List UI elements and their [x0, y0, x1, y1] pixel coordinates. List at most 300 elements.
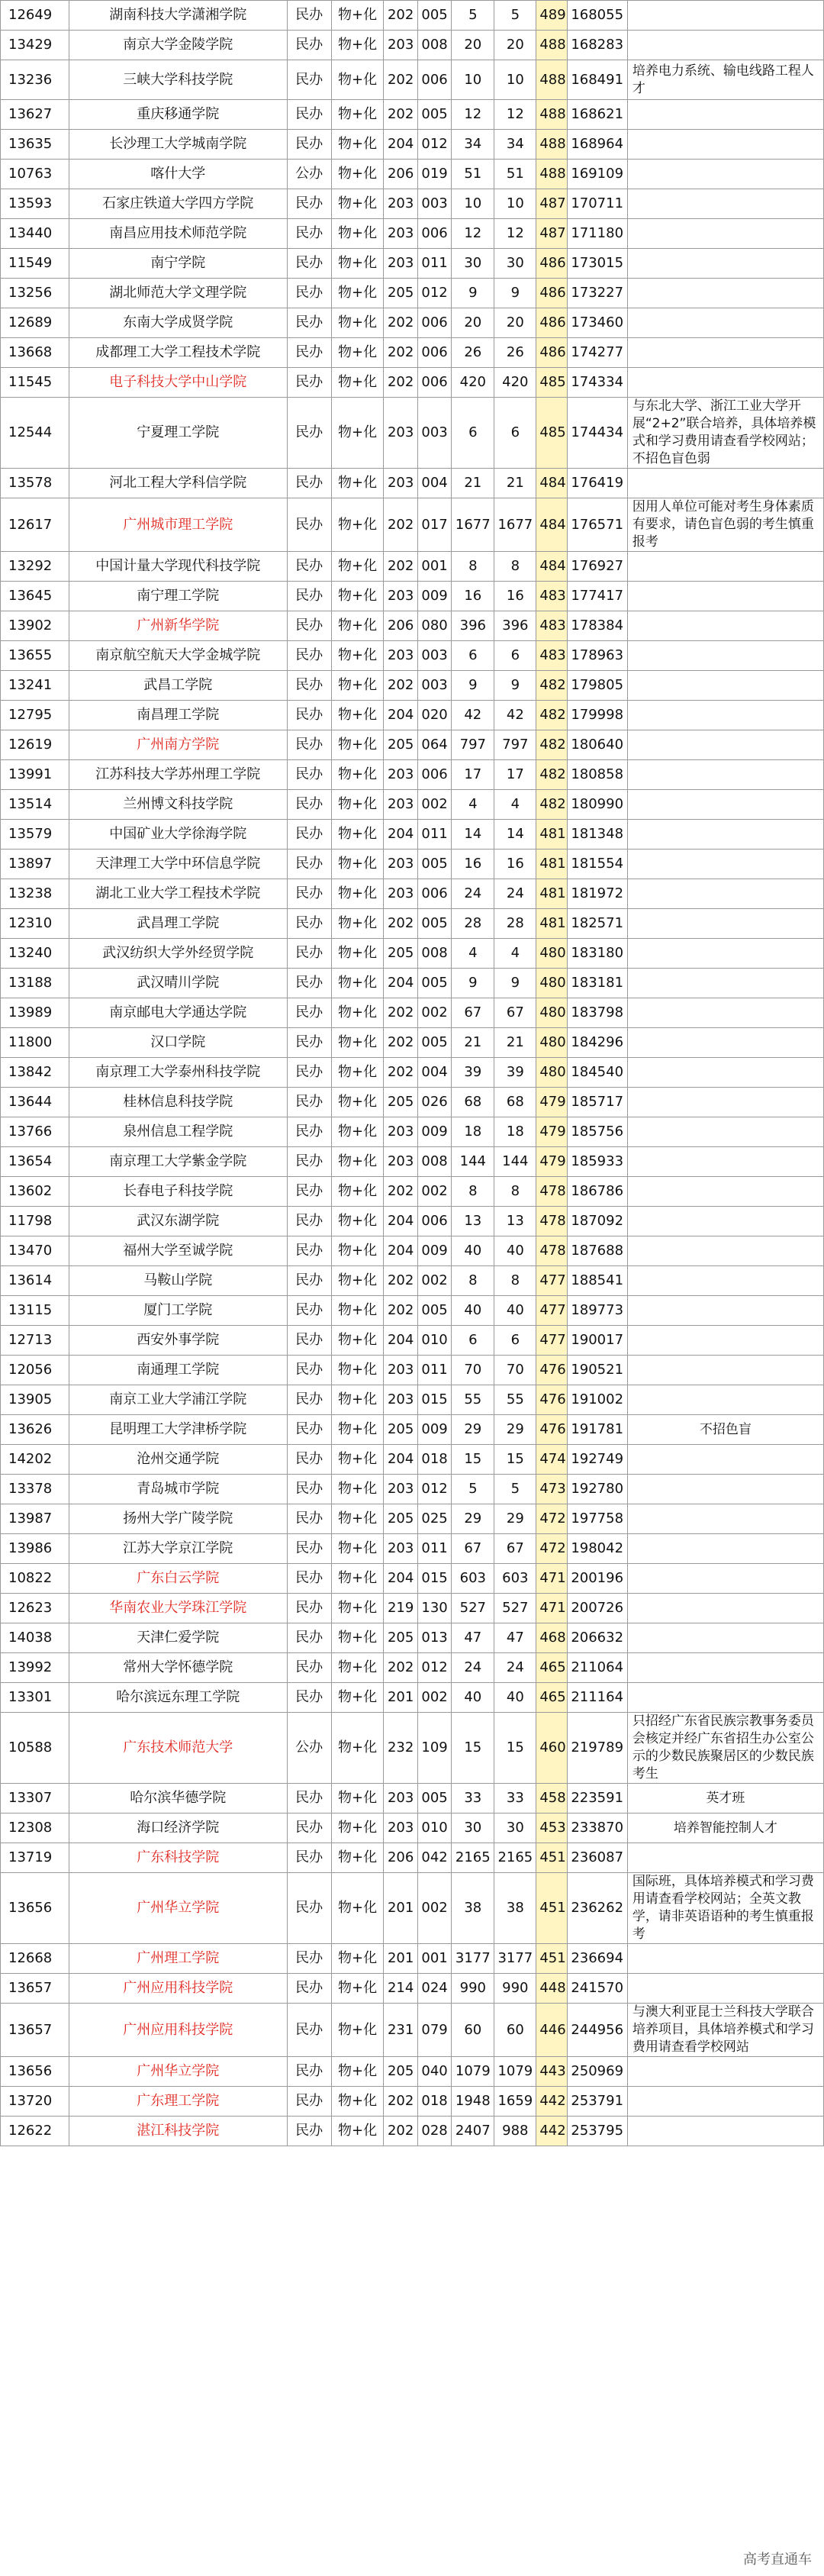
remark [627, 1356, 823, 1385]
min-rank: 183181 [567, 969, 627, 998]
major-code: 024 [417, 1974, 451, 2004]
plan-count: 42 [452, 701, 494, 730]
school-name: 沧州交通学院 [69, 1445, 287, 1475]
subject-requirement: 物+化 [331, 1177, 384, 1207]
major-code: 019 [417, 160, 451, 189]
remark [627, 1058, 823, 1088]
group-code: 202 [384, 552, 417, 582]
min-rank: 168621 [567, 100, 627, 130]
min-rank: 197758 [567, 1504, 627, 1534]
min-rank: 179805 [567, 671, 627, 701]
table-row [1, 2117, 824, 2146]
table-row [1, 701, 824, 730]
subject-requirement: 物+化 [331, 1475, 384, 1504]
min-rank: 250969 [567, 2057, 627, 2087]
group-code: 202 [384, 1653, 417, 1683]
min-score: 484 [536, 469, 567, 498]
min-score: 465 [536, 1683, 567, 1713]
major-code: 003 [417, 398, 451, 469]
remark [627, 641, 823, 671]
school-type: 民办 [287, 130, 331, 160]
school-code: 13986 [1, 1534, 69, 1564]
plan-count: 6 [452, 398, 494, 469]
school-name: 天津仁爱学院 [69, 1623, 287, 1653]
school-type: 民办 [287, 820, 331, 850]
subject-requirement: 物+化 [331, 2087, 384, 2117]
major-code: 079 [417, 2004, 451, 2057]
group-code: 202 [384, 100, 417, 130]
school-name: 广州理工学院 [69, 1944, 287, 1974]
min-score: 482 [536, 760, 567, 790]
admit-count: 24 [494, 1653, 536, 1683]
table-body [1, 1, 824, 2146]
min-score: 478 [536, 1207, 567, 1236]
table-row [1, 308, 824, 338]
subject-requirement: 物+化 [331, 1843, 384, 1873]
group-code: 204 [384, 1326, 417, 1356]
admit-count: 9 [494, 969, 536, 998]
school-type: 民办 [287, 969, 331, 998]
plan-count: 16 [452, 582, 494, 611]
subject-requirement: 物+化 [331, 790, 384, 820]
admit-count: 18 [494, 1117, 536, 1147]
group-code: 202 [384, 368, 417, 398]
plan-count: 51 [452, 160, 494, 189]
remark [627, 1177, 823, 1207]
subject-requirement: 物+化 [331, 998, 384, 1028]
plan-count: 20 [452, 308, 494, 338]
major-code: 009 [417, 1415, 451, 1445]
remark: 不招色盲 [627, 1415, 823, 1445]
group-code: 204 [384, 701, 417, 730]
plan-count: 990 [452, 1974, 494, 2004]
admit-count: 527 [494, 1594, 536, 1623]
school-code: 13307 [1, 1784, 69, 1814]
school-name: 厦门工学院 [69, 1296, 287, 1326]
major-code: 009 [417, 582, 451, 611]
school-type: 民办 [287, 1356, 331, 1385]
min-score: 485 [536, 398, 567, 469]
major-code: 109 [417, 1713, 451, 1784]
group-code: 203 [384, 469, 417, 498]
group-code: 202 [384, 1177, 417, 1207]
table-row [1, 189, 824, 219]
major-code: 008 [417, 31, 451, 60]
school-code: 13842 [1, 1058, 69, 1088]
table-row [1, 1, 824, 31]
plan-count: 47 [452, 1623, 494, 1653]
school-type: 民办 [287, 498, 331, 552]
school-type: 民办 [287, 909, 331, 939]
school-type: 民办 [287, 1843, 331, 1873]
min-score: 479 [536, 1117, 567, 1147]
school-type: 民办 [287, 219, 331, 249]
school-type: 民办 [287, 1445, 331, 1475]
plan-count: 40 [452, 1296, 494, 1326]
major-code: 006 [417, 1207, 451, 1236]
min-rank: 200726 [567, 1594, 627, 1623]
school-name: 南京邮电大学通达学院 [69, 998, 287, 1028]
admit-count: 990 [494, 1974, 536, 2004]
subject-requirement: 物+化 [331, 1207, 384, 1236]
admit-count: 47 [494, 1623, 536, 1653]
school-name: 汉口学院 [69, 1028, 287, 1058]
school-name: 宁夏理工学院 [69, 398, 287, 469]
admit-count: 15 [494, 1713, 536, 1784]
group-code: 204 [384, 130, 417, 160]
table-row [1, 130, 824, 160]
table-row [1, 1028, 824, 1058]
school-name: 东南大学成贤学院 [69, 308, 287, 338]
group-code: 202 [384, 338, 417, 368]
min-rank: 188541 [567, 1266, 627, 1296]
remark [627, 1843, 823, 1873]
min-rank: 192780 [567, 1475, 627, 1504]
subject-requirement: 物+化 [331, 760, 384, 790]
school-type: 民办 [287, 701, 331, 730]
subject-requirement: 物+化 [331, 1814, 384, 1843]
table-row [1, 60, 824, 100]
group-code: 202 [384, 498, 417, 552]
remark [627, 671, 823, 701]
major-code: 009 [417, 1117, 451, 1147]
min-score: 477 [536, 1326, 567, 1356]
school-name: 华南农业大学珠江学院 [69, 1594, 287, 1623]
school-code: 10763 [1, 160, 69, 189]
school-code: 12617 [1, 498, 69, 552]
school-name: 海口经济学院 [69, 1814, 287, 1843]
plan-count: 15 [452, 1445, 494, 1475]
subject-requirement: 物+化 [331, 552, 384, 582]
admit-count: 42 [494, 701, 536, 730]
subject-requirement: 物+化 [331, 130, 384, 160]
major-code: 009 [417, 1236, 451, 1266]
school-name: 武汉东湖学院 [69, 1207, 287, 1236]
plan-count: 144 [452, 1147, 494, 1177]
admit-count: 6 [494, 1326, 536, 1356]
school-type: 民办 [287, 60, 331, 100]
min-score: 482 [536, 671, 567, 701]
table-row [1, 1445, 824, 1475]
group-code: 205 [384, 1415, 417, 1445]
admit-count: 34 [494, 130, 536, 160]
school-code: 13657 [1, 1974, 69, 2004]
table-row [1, 790, 824, 820]
min-rank: 236087 [567, 1843, 627, 1873]
school-name: 广州应用科技学院 [69, 2004, 287, 2057]
school-code: 13470 [1, 1236, 69, 1266]
plan-count: 9 [452, 671, 494, 701]
plan-count: 396 [452, 611, 494, 641]
subject-requirement: 物+化 [331, 2004, 384, 2057]
school-code: 13188 [1, 969, 69, 998]
remark: 与澳大利亚昆士兰科技大学联合培养项目，具体培养模式和学习费用请查看学校网站 [627, 2004, 823, 2057]
school-code: 12713 [1, 1326, 69, 1356]
min-rank: 173227 [567, 279, 627, 308]
plan-count: 5 [452, 1475, 494, 1504]
school-type: 民办 [287, 1207, 331, 1236]
remark [627, 1207, 823, 1236]
subject-requirement: 物+化 [331, 1415, 384, 1445]
subject-requirement: 物+化 [331, 1504, 384, 1534]
remark [627, 130, 823, 160]
plan-count: 40 [452, 1683, 494, 1713]
min-rank: 191781 [567, 1415, 627, 1445]
min-rank: 185717 [567, 1088, 627, 1117]
remark [627, 850, 823, 879]
subject-requirement: 物+化 [331, 909, 384, 939]
school-type: 民办 [287, 1653, 331, 1683]
school-name: 江苏大学京江学院 [69, 1534, 287, 1564]
school-type: 民办 [287, 308, 331, 338]
admit-count: 12 [494, 100, 536, 130]
plan-count: 12 [452, 219, 494, 249]
school-type: 民办 [287, 249, 331, 279]
school-type: 民办 [287, 2004, 331, 2057]
group-code: 203 [384, 249, 417, 279]
table-row [1, 641, 824, 671]
school-type: 民办 [287, 100, 331, 130]
major-code: 011 [417, 1534, 451, 1564]
table-row [1, 1564, 824, 1594]
school-code: 12544 [1, 398, 69, 469]
school-type: 民办 [287, 1296, 331, 1326]
table-row [1, 850, 824, 879]
remark [627, 879, 823, 909]
school-code: 13514 [1, 790, 69, 820]
major-code: 004 [417, 1058, 451, 1088]
admit-count: 29 [494, 1504, 536, 1534]
major-code: 012 [417, 279, 451, 308]
table-row [1, 760, 824, 790]
school-name: 广东白云学院 [69, 1564, 287, 1594]
major-code: 028 [417, 2117, 451, 2146]
subject-requirement: 物+化 [331, 1873, 384, 1944]
min-score: 483 [536, 641, 567, 671]
school-code: 10822 [1, 1564, 69, 1594]
school-type: 民办 [287, 1784, 331, 1814]
group-code: 202 [384, 909, 417, 939]
min-score: 477 [536, 1296, 567, 1326]
group-code: 231 [384, 2004, 417, 2057]
remark [627, 279, 823, 308]
major-code: 003 [417, 641, 451, 671]
school-name: 广州南方学院 [69, 730, 287, 760]
min-score: 488 [536, 100, 567, 130]
major-code: 020 [417, 701, 451, 730]
plan-count: 4 [452, 939, 494, 969]
remark [627, 189, 823, 219]
admit-count: 55 [494, 1385, 536, 1415]
school-name: 马鞍山学院 [69, 1266, 287, 1296]
subject-requirement: 物+化 [331, 1784, 384, 1814]
school-name: 昆明理工大学津桥学院 [69, 1415, 287, 1445]
subject-requirement: 物+化 [331, 100, 384, 130]
plan-count: 3177 [452, 1944, 494, 1974]
min-score: 480 [536, 1028, 567, 1058]
min-score: 480 [536, 998, 567, 1028]
school-name: 江苏科技大学苏州理工学院 [69, 760, 287, 790]
remark: 培养智能控制人才 [627, 1814, 823, 1843]
school-code: 12056 [1, 1356, 69, 1385]
plan-count: 16 [452, 850, 494, 879]
subject-requirement: 物+化 [331, 671, 384, 701]
min-rank: 184296 [567, 1028, 627, 1058]
subject-requirement: 物+化 [331, 1236, 384, 1266]
school-code: 13719 [1, 1843, 69, 1873]
table-row [1, 730, 824, 760]
admit-count: 38 [494, 1873, 536, 1944]
subject-requirement: 物+化 [331, 1, 384, 31]
school-type: 民办 [287, 398, 331, 469]
min-rank: 190017 [567, 1326, 627, 1356]
admit-count: 1659 [494, 2087, 536, 2117]
remark [627, 1088, 823, 1117]
min-rank: 187688 [567, 1236, 627, 1266]
group-code: 202 [384, 671, 417, 701]
school-code: 12668 [1, 1944, 69, 1974]
school-type: 民办 [287, 552, 331, 582]
min-score: 480 [536, 1058, 567, 1088]
school-name: 长春电子科技学院 [69, 1177, 287, 1207]
school-name: 湛江科技学院 [69, 2117, 287, 2146]
school-name: 广州华立学院 [69, 2057, 287, 2087]
group-code: 232 [384, 1713, 417, 1784]
min-score: 468 [536, 1623, 567, 1653]
remark: 英才班 [627, 1784, 823, 1814]
major-code: 026 [417, 1088, 451, 1117]
subject-requirement: 物+化 [331, 1385, 384, 1415]
major-code: 006 [417, 338, 451, 368]
plan-count: 33 [452, 1784, 494, 1814]
subject-requirement: 物+化 [331, 1683, 384, 1713]
table-row [1, 1356, 824, 1385]
major-code: 015 [417, 1385, 451, 1415]
table-row [1, 1088, 824, 1117]
min-score: 488 [536, 60, 567, 100]
min-rank: 186786 [567, 1177, 627, 1207]
min-score: 489 [536, 1, 567, 31]
table-row [1, 820, 824, 850]
subject-requirement: 物+化 [331, 1713, 384, 1784]
table-row [1, 1147, 824, 1177]
group-code: 202 [384, 1058, 417, 1088]
min-score: 453 [536, 1814, 567, 1843]
admit-count: 1677 [494, 498, 536, 552]
school-code: 12623 [1, 1594, 69, 1623]
remark [627, 100, 823, 130]
major-code: 042 [417, 1843, 451, 1873]
group-code: 203 [384, 879, 417, 909]
school-name: 中国矿业大学徐海学院 [69, 820, 287, 850]
min-score: 481 [536, 850, 567, 879]
min-score: 488 [536, 31, 567, 60]
school-type: 民办 [287, 1873, 331, 1944]
min-rank: 177417 [567, 582, 627, 611]
table-row [1, 279, 824, 308]
subject-requirement: 物+化 [331, 820, 384, 850]
remark [627, 1296, 823, 1326]
school-type: 民办 [287, 1117, 331, 1147]
school-code: 13241 [1, 671, 69, 701]
admit-count: 20 [494, 31, 536, 60]
admit-count: 396 [494, 611, 536, 641]
major-code: 012 [417, 1475, 451, 1504]
plan-count: 14 [452, 820, 494, 850]
admit-count: 6 [494, 641, 536, 671]
plan-count: 6 [452, 641, 494, 671]
group-code: 203 [384, 1814, 417, 1843]
major-code: 005 [417, 1028, 451, 1058]
school-code: 14202 [1, 1445, 69, 1475]
plan-count: 21 [452, 469, 494, 498]
plan-count: 8 [452, 552, 494, 582]
min-rank: 182571 [567, 909, 627, 939]
plan-count: 29 [452, 1504, 494, 1534]
table-row [1, 1784, 824, 1814]
table-row [1, 1326, 824, 1356]
plan-count: 12 [452, 100, 494, 130]
school-name: 南昌应用技术师范学院 [69, 219, 287, 249]
subject-requirement: 物+化 [331, 308, 384, 338]
school-code: 10588 [1, 1713, 69, 1784]
remark [627, 1944, 823, 1974]
remark [627, 1326, 823, 1356]
min-score: 482 [536, 730, 567, 760]
subject-requirement: 物+化 [331, 701, 384, 730]
min-rank: 168055 [567, 1, 627, 31]
school-code: 13644 [1, 1088, 69, 1117]
plan-count: 38 [452, 1873, 494, 1944]
table-row [1, 1944, 824, 1974]
admit-count: 28 [494, 909, 536, 939]
admit-count: 1079 [494, 2057, 536, 2087]
school-type: 民办 [287, 790, 331, 820]
major-code: 064 [417, 730, 451, 760]
table-row [1, 1207, 824, 1236]
school-code: 13579 [1, 820, 69, 850]
remark [627, 1, 823, 31]
subject-requirement: 物+化 [331, 1058, 384, 1088]
plan-count: 26 [452, 338, 494, 368]
table-row [1, 1296, 824, 1326]
school-code: 11798 [1, 1207, 69, 1236]
min-rank: 176927 [567, 552, 627, 582]
admit-count: 603 [494, 1564, 536, 1594]
subject-requirement: 物+化 [331, 582, 384, 611]
plan-count: 8 [452, 1177, 494, 1207]
min-score: 480 [536, 939, 567, 969]
min-score: 479 [536, 1088, 567, 1117]
remark: 与东北大学、浙江工业大学开展“2+2”联合培养，具体培养模式和学习费用请查看学校网站；不招色盲色弱 [627, 398, 823, 469]
major-code: 005 [417, 1784, 451, 1814]
min-score: 476 [536, 1385, 567, 1415]
plan-count: 9 [452, 279, 494, 308]
school-name: 扬州大学广陵学院 [69, 1504, 287, 1534]
subject-requirement: 物+化 [331, 398, 384, 469]
table-row [1, 1873, 824, 1944]
group-code: 206 [384, 1843, 417, 1873]
major-code: 002 [417, 1266, 451, 1296]
school-code: 13578 [1, 469, 69, 498]
remark [627, 1504, 823, 1534]
school-type: 民办 [287, 31, 331, 60]
school-name: 西安外事学院 [69, 1326, 287, 1356]
min-rank: 173460 [567, 308, 627, 338]
admit-count: 8 [494, 1177, 536, 1207]
school-code: 13656 [1, 2057, 69, 2087]
school-name: 常州大学怀德学院 [69, 1653, 287, 1683]
